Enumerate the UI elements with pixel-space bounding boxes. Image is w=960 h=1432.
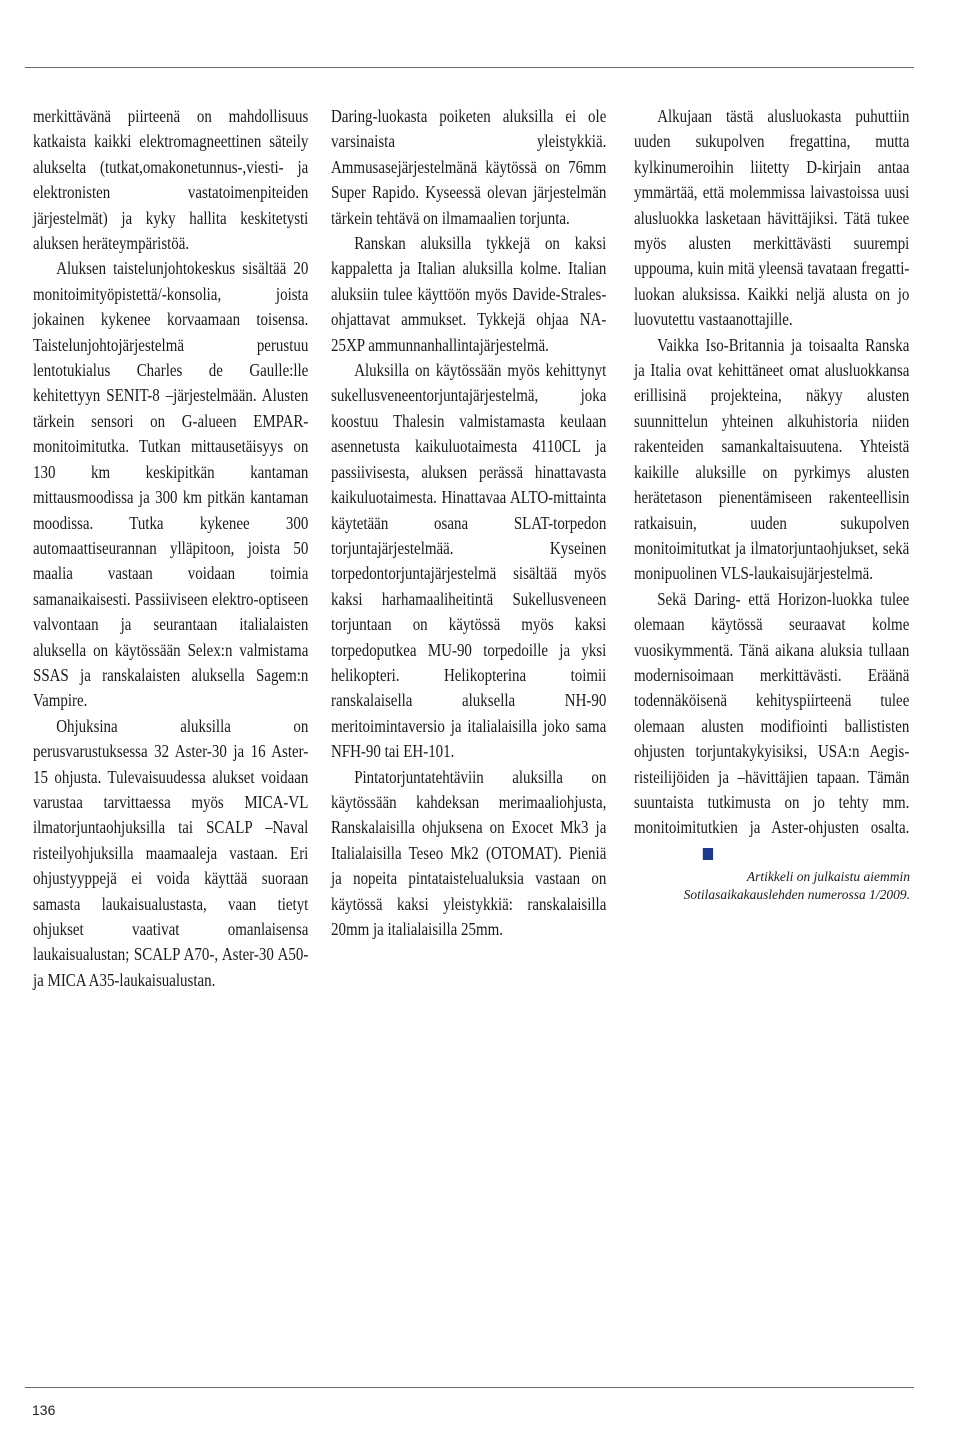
paragraph: [634, 587, 909, 866]
top-rule: [25, 67, 914, 68]
paragraph: Aluksen taistelunjohtokeskus sisältää 20 monitoimityöpistettä/-konsolia, joista jokainen kykenee korvaamaan toisensa. Taistelunjohtojärjestelmä perustuu lentotukialus Charles de Gaulle:lle kehitettyyn SENIT-8 –järjestelmään. Alusten tärkein sensori on G-alueen EMPAR-monitoimitutka. Tutkan mittausetäisyys on 130 km keskipitkän kantaman mittausmoodissa ja 300 km pitkän kantaman moodissa. Tutka kykenee 300 automaattiseurannan ylläpitoon, joista 50 maalia vastaan voidaan toimia samanaikaisesti. Passiiviseen elektro-optiseen valvontaan ja seurantaan italialaisten aluksella on käytössään Selex:n valmistama SSAS ja ranskalaisten aluksella Sagem:n Vampire.: [33, 258, 309, 711]
text-column-2: [331, 104, 607, 942]
footnote-line: Artikkeli on julkaistu aiemmin: [746, 869, 910, 885]
article-footnote: [634, 868, 910, 904]
text-column-3: [634, 104, 910, 904]
footnote-line: Sotilasaikakauslehden numerossa 1/2009.: [683, 887, 910, 903]
paragraph: Ranskan aluksilla tykkejä on kaksi kappaletta ja Italian aluksilla kolme. Italian aluksiin tulee käyttöön myös Davide-Strales- ohjattavat ammukset. Tykkejä ohjaa NA-25XP ammunnanhallintajärjestelmä.: [331, 233, 607, 355]
paragraph-text: Sekä Daring- että Horizon-luokka tulee olemaan käytössä seuraavat kolme vuosikymmentä. Tänä aikana aluksia tullaan modernisoimaan merkittävästi. Eräänä todennäköisenä kehityspiirteenä tulee olemaan alusten modifiointi ballististen ohjusten torjuntakykyisiksi, USA:n Aegis-risteilijöiden ja –hävittäjien tapaan. Tämän suuntaista tutkimusta on jo tehty mm. monitoimitutkien ja Aster-ohjusten osalta.: [634, 588, 910, 838]
paragraph: merkittävänä piirteenä on mahdollisuus katkaista kaikki elektromagneettinen säteily alukselta (tutkat,omakonetunnus-,viesti- ja elektronisten vastatoimenpiteiden järjestelmät) ja kyky hallita keskitetysti aluksen heräteympäristöä.: [33, 106, 309, 254]
page-number: 136: [32, 1402, 56, 1418]
paragraph: Aluksilla on käytössään myös kehittynyt sukellusveneentorjuntajärjestelmä, joka koostuu Thalesin valmistamasta keulaan asennetusta kaikuluotaimesta 4110CL ja passiivisesta, aluksen perässä hinattavasta kaikuluotaimesta. Hinattavaa ALTO-mittainta käytetään osana SLAT-torpedon torjuntajärjestelmää. Kyseinen torpedontorjuntajärjestelmä sisältää myös kaksi harhamaaliheitintä Sukellusveneen torjuntaan on käytössä myös kaksi torpedoputkea MU-90 torpedoille ja yksi helikopteri. Helikopterina toimii ranskalaisella aluksella NH-90 meritoimintaversio ja italialaisilla joko sama NFH-90 tai EH-101.: [331, 360, 607, 762]
end-of-article-mark: [703, 848, 713, 860]
paragraph: Alkujaan tästä alusluokasta puhuttiin uuden sukupolven fregattina, mutta kylkinumeroihin liitetty D-kirjain antaa ymmärtää, että molemmissa laivastoissa uusi alusluokka lasketaan hävittäjiksi. Tätä tukee myös alusten merkittävästi suurempi uppouma, kuin mitä yleensä tavataan fregatti-luokan aluksissa. Kaikki neljä alusta on jo luovutettu vastaanottajille.: [634, 106, 910, 330]
text-column-1: [33, 104, 309, 993]
paragraph: Daring-luokasta poiketen aluksilla ei ole varsinaista yleistykkiä. Ammusasejärjestelmänä käytössä on 76mm Super Rapido. Kyseessä olevan järjestelmän tärkein tehtävä on ilmamaalien torjunta.: [331, 106, 607, 228]
paragraph: Vaikka Iso-Britannia ja toisaalta Ranska ja Italia ovat kehittäneet omat alusluokkansa erillisinä projekteina, näkyy alusten suunnittelun yhteinen alkuhistoria niiden rakenteiden samankaltaisuutena. Yhteistä kaikille aluksille on pyrkimys alusten herätetason pienentämiseen rakenteellisin ratkaisuin, uuden sukupolven monitoimitutkat ja ilmatorjuntaohjukset, sekä monipuolinen VLS-laukaisujärjestelmä.: [634, 334, 910, 584]
bottom-rule: [25, 1387, 914, 1388]
paragraph: Pintatorjuntatehtäviin aluksilla on käytössään kahdeksan merimaaliohjusta, Ranskalaisilla ohjuksena on Exocet Mk3 ja Italialaisilla Teseo Mk2 (OTOMAT). Pieniä ja nopeita pintataistelualuksia vastaan on käytössä kaksi yleistykkiä: ranskalaisilla 20mm ja italialaisilla 25mm.: [331, 766, 607, 939]
paragraph: Ohjuksina aluksilla on perusvarustuksessa 32 Aster-30 ja 16 Aster-15 ohjusta. Tulevaisuudessa alukset voidaan varustaa tarvittaessa myös MICA-VL ilmatorjuntaohjuksilla tai SCALP –Naval risteilyohjuksilla maamaaleja vastaan. Eri ohjustyyppejä ei voida käyttää suoraan samasta laukaisualustasta, vaan tietyt ohjukset vaativat omanlaisensa laukaisualustan; SCALP A70-, Aster-30 A50- ja MICA A35-laukaisualustan.: [33, 715, 309, 990]
